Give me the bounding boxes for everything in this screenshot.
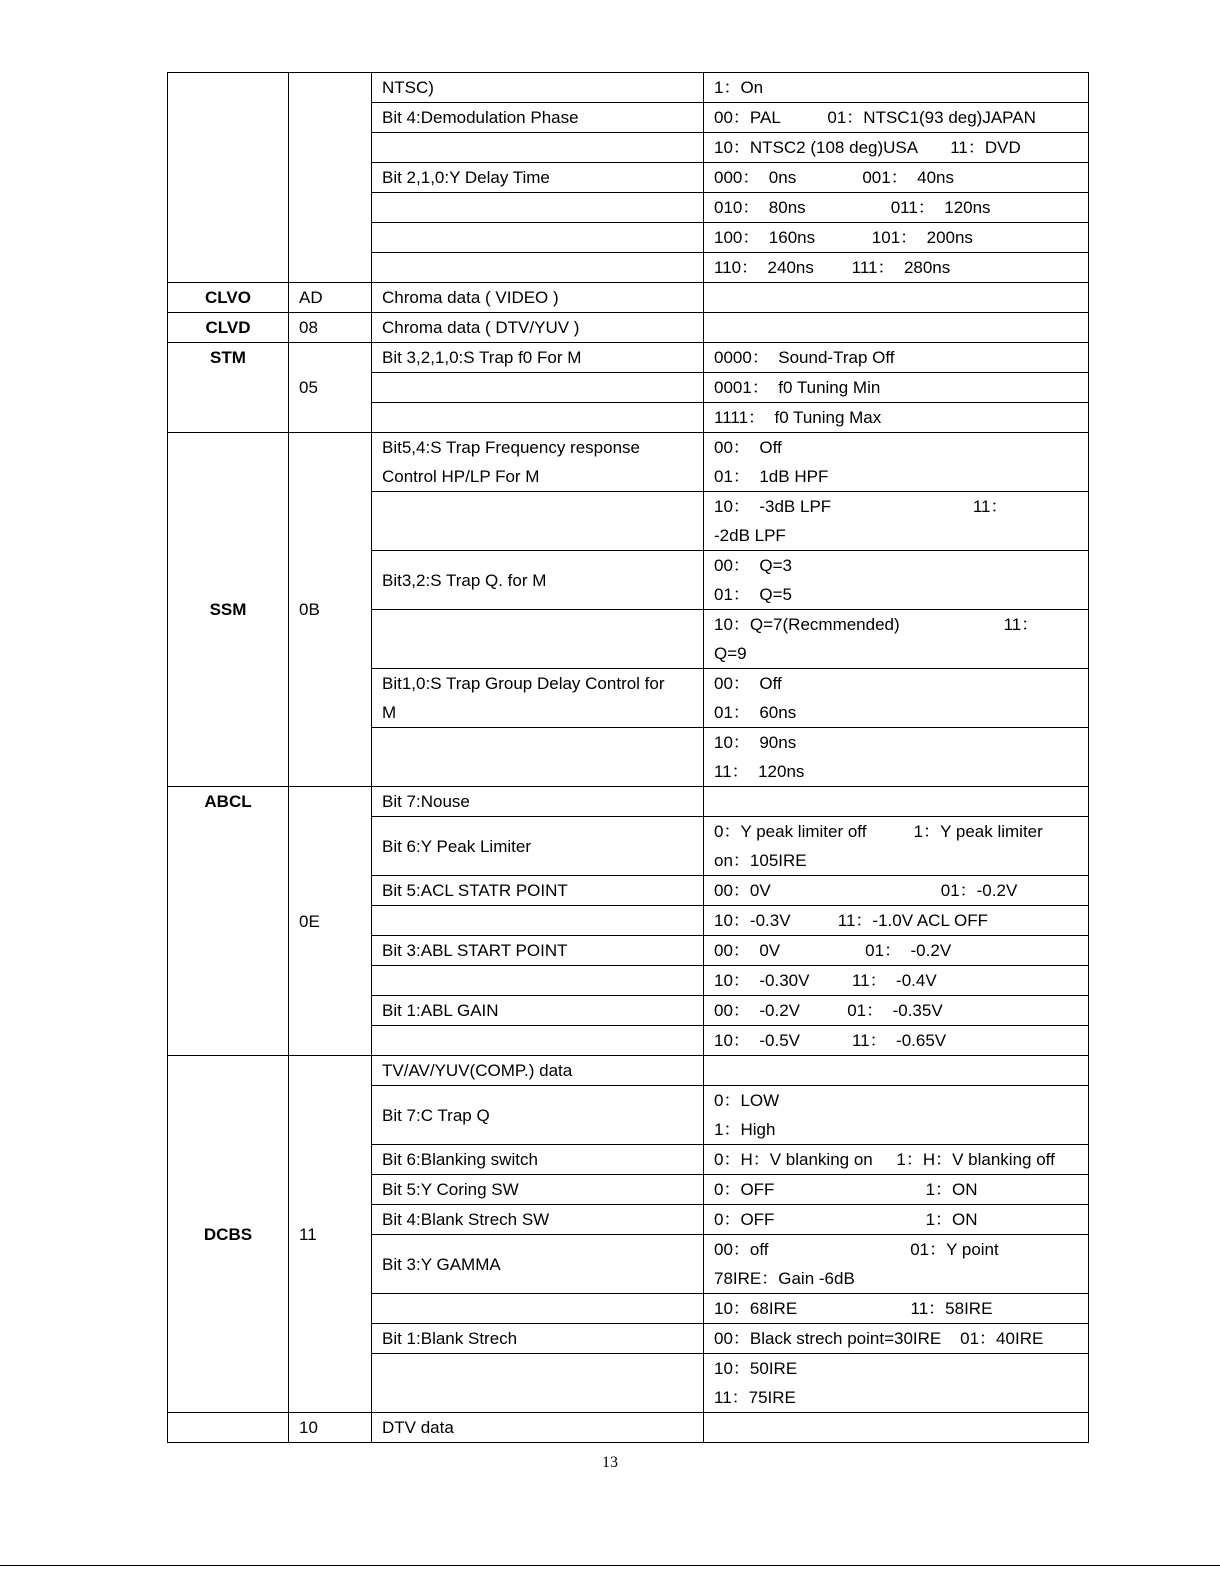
bit-description-cell: Bit 7:C Trap Q bbox=[372, 1086, 704, 1145]
bit-value-cell bbox=[704, 610, 1089, 669]
register-address-cell: 10 bbox=[289, 1413, 372, 1443]
cell-line-text: on：105IRE bbox=[714, 851, 807, 870]
cell-line-text: 00：PAL 01：NTSC1(93 deg)JAPAN bbox=[714, 108, 1036, 127]
bit-description-cell bbox=[372, 403, 704, 433]
table-row bbox=[168, 343, 1089, 373]
cell-line-text: 11： 120ns bbox=[714, 762, 805, 781]
bit-value-cell bbox=[704, 492, 1089, 551]
bit-value-cell bbox=[704, 1175, 1089, 1205]
cell-line bbox=[714, 669, 1078, 698]
register-name-cell: ABCL bbox=[168, 787, 289, 1056]
cell-line-text: 00：Black strech point=30IRE 01：40IRE bbox=[714, 1329, 1044, 1348]
bit-value-cell bbox=[704, 669, 1089, 728]
register-address-cell: 11 bbox=[289, 1056, 372, 1413]
bit-description-cell: NTSC) bbox=[372, 73, 704, 103]
cell-line-text: 10：-0.3V 11：-1.0V ACL OFF bbox=[714, 911, 988, 930]
cell-line-text: 0：OFF 1：ON bbox=[714, 1180, 978, 1199]
cell-line-text: 00：0V 01：-0.2V bbox=[714, 881, 1018, 900]
cell-line bbox=[714, 698, 1078, 727]
bit-description-cell bbox=[372, 433, 704, 492]
cell-line-text: 10：NTSC2 (108 deg)USA 11：DVD bbox=[714, 138, 1021, 157]
cell-line bbox=[714, 966, 1078, 995]
cell-line-text: 00： 0V 01： -0.2V bbox=[714, 941, 952, 960]
cell-line-text: 110： 240ns 111： 280ns bbox=[714, 258, 951, 277]
cell-line-text: 10： -3dB LPF 11： bbox=[714, 497, 1008, 516]
cell-line-text: 010： 80ns 011： 120ns bbox=[714, 198, 991, 217]
cell-line bbox=[714, 1086, 1078, 1115]
cell-line bbox=[714, 1145, 1078, 1174]
bit-description-cell: Bit 5:ACL STATR POINT bbox=[372, 876, 704, 906]
bit-value-cell bbox=[704, 133, 1089, 163]
bit-description-cell: Bit 6:Blanking switch bbox=[372, 1145, 704, 1175]
bit-value-cell bbox=[704, 1235, 1089, 1294]
bit-value-cell bbox=[704, 551, 1089, 610]
bit-value-cell bbox=[704, 73, 1089, 103]
bit-value-cell bbox=[704, 1205, 1089, 1235]
cell-line bbox=[382, 698, 693, 727]
register-table bbox=[167, 72, 1089, 1443]
cell-line-text: 000： 0ns 001： 40ns bbox=[714, 168, 955, 187]
table-row bbox=[168, 283, 1089, 313]
cell-line bbox=[714, 876, 1078, 905]
bit-value-cell bbox=[704, 906, 1089, 936]
bit-value-cell bbox=[704, 996, 1089, 1026]
bit-value-cell bbox=[704, 223, 1089, 253]
cell-line-text: 0：Y peak limiter off 1：Y peak limiter bbox=[714, 822, 1043, 841]
cell-line bbox=[714, 757, 1078, 786]
bit-description-cell: Bit 5:Y Coring SW bbox=[372, 1175, 704, 1205]
cell-line-text: Control HP/LP For M bbox=[382, 467, 540, 486]
cell-line-text: 0：H：V blanking on 1：H：V blanking off bbox=[714, 1150, 1055, 1169]
cell-line-text: 11：75IRE bbox=[714, 1388, 796, 1407]
register-name-cell: CLVD bbox=[168, 313, 289, 343]
cell-line bbox=[714, 433, 1078, 462]
cell-line bbox=[714, 936, 1078, 965]
table-row bbox=[168, 433, 1089, 492]
register-name-cell: STM bbox=[168, 343, 289, 433]
cell-line bbox=[714, 1383, 1078, 1412]
cell-line-text: 10： -0.5V 11： -0.65V bbox=[714, 1031, 947, 1050]
register-address-cell: AD bbox=[289, 283, 372, 313]
bit-description-cell: Bit 1:Blank Strech bbox=[372, 1324, 704, 1354]
bit-value-cell bbox=[704, 787, 1089, 817]
cell-line-text: 0000： Sound-Trap Off bbox=[714, 348, 895, 367]
bit-value-cell bbox=[704, 1324, 1089, 1354]
bit-description-cell: Bit 3,2,1,0:S Trap f0 For M bbox=[372, 343, 704, 373]
bit-description-cell: Bit 4:Blank Strech SW bbox=[372, 1205, 704, 1235]
bit-value-cell bbox=[704, 936, 1089, 966]
page-number: 13 bbox=[602, 1454, 618, 1471]
cell-line-text: 00：off 01：Y point bbox=[714, 1240, 999, 1259]
cell-line bbox=[382, 433, 693, 462]
cell-line bbox=[714, 551, 1078, 580]
register-table-body bbox=[168, 73, 1089, 1443]
table-row bbox=[168, 787, 1089, 817]
cell-line bbox=[714, 253, 1078, 282]
cell-line bbox=[714, 580, 1078, 609]
cell-line-text: 0：OFF 1：ON bbox=[714, 1210, 978, 1229]
bit-value-cell bbox=[704, 876, 1089, 906]
bit-description-cell: DTV data bbox=[372, 1413, 704, 1443]
cell-line bbox=[714, 223, 1078, 252]
bit-description-cell bbox=[372, 669, 704, 728]
cell-line-text: 0001： f0 Tuning Min bbox=[714, 378, 881, 397]
table-row bbox=[168, 1056, 1089, 1086]
cell-line bbox=[714, 1026, 1078, 1055]
table-row bbox=[168, 1413, 1089, 1443]
bit-description-cell bbox=[372, 492, 704, 551]
bit-value-cell bbox=[704, 433, 1089, 492]
bit-value-cell bbox=[704, 193, 1089, 223]
cell-line-text: 1：High bbox=[714, 1120, 776, 1139]
cell-line-text: 1111： f0 Tuning Max bbox=[714, 408, 882, 427]
cell-line bbox=[714, 639, 1078, 668]
cell-line bbox=[714, 1324, 1078, 1353]
bit-value-cell bbox=[704, 163, 1089, 193]
cell-line bbox=[714, 1294, 1078, 1323]
cell-line bbox=[714, 817, 1078, 846]
cell-line bbox=[382, 462, 693, 491]
cell-line-text: 10：Q=7(Recmmended) 11： bbox=[714, 615, 1039, 634]
cell-line-text: Bit5,4:S Trap Frequency response bbox=[382, 438, 640, 457]
register-address-cell: 0B bbox=[289, 433, 372, 787]
bit-description-cell bbox=[372, 223, 704, 253]
bit-value-cell bbox=[704, 1413, 1089, 1443]
cell-line-text: 78IRE：Gain -6dB bbox=[714, 1269, 855, 1288]
table-row bbox=[168, 73, 1089, 103]
bit-description-cell bbox=[372, 1354, 704, 1413]
cell-line bbox=[714, 1354, 1078, 1383]
cell-line bbox=[714, 521, 1078, 550]
cell-line bbox=[714, 373, 1078, 402]
register-address-cell: 08 bbox=[289, 313, 372, 343]
bit-description-cell: Chroma data ( VIDEO ) bbox=[372, 283, 704, 313]
register-address-cell bbox=[289, 73, 372, 283]
cell-line bbox=[714, 846, 1078, 875]
cell-line bbox=[714, 1175, 1078, 1204]
bit-description-cell: Bit 6:Y Peak Limiter bbox=[372, 817, 704, 876]
cell-line-text: 00： Off bbox=[714, 674, 782, 693]
bit-description-cell: Bit 3:ABL START POINT bbox=[372, 936, 704, 966]
cell-line-text: 01： 1dB HPF bbox=[714, 467, 829, 486]
cell-line bbox=[714, 610, 1078, 639]
cell-line-text: 1：On bbox=[714, 78, 764, 97]
bit-description-cell bbox=[372, 1294, 704, 1324]
cell-line-text: -2dB LPF bbox=[714, 526, 786, 545]
bit-description-cell bbox=[372, 1026, 704, 1056]
bit-value-cell bbox=[704, 1086, 1089, 1145]
cell-line-text: Bit1,0:S Trap Group Delay Control for bbox=[382, 674, 665, 693]
bit-description-cell: Chroma data ( DTV/YUV ) bbox=[372, 313, 704, 343]
cell-line bbox=[714, 343, 1078, 372]
bit-value-cell bbox=[704, 373, 1089, 403]
register-name-cell: SSM bbox=[168, 433, 289, 787]
bit-value-cell bbox=[704, 1026, 1089, 1056]
cell-line-text: 01： 60ns bbox=[714, 703, 797, 722]
bit-description-cell bbox=[372, 728, 704, 787]
page-bottom-rule bbox=[0, 1565, 1220, 1566]
bit-value-cell bbox=[704, 817, 1089, 876]
cell-line bbox=[714, 906, 1078, 935]
cell-line bbox=[714, 1115, 1078, 1144]
bit-description-cell bbox=[372, 906, 704, 936]
cell-line-text: 00： -0.2V 01： -0.35V bbox=[714, 1001, 943, 1020]
cell-line bbox=[714, 403, 1078, 432]
register-address-cell: 05 bbox=[289, 343, 372, 433]
cell-line-text: 0：LOW bbox=[714, 1091, 780, 1110]
bit-description-cell: Bit 7:Nouse bbox=[372, 787, 704, 817]
bit-description-cell bbox=[372, 610, 704, 669]
cell-line-text: 00： Q=3 bbox=[714, 556, 792, 575]
bit-value-cell bbox=[704, 103, 1089, 133]
cell-line bbox=[714, 193, 1078, 222]
cell-line bbox=[714, 1235, 1078, 1264]
cell-line-text: 10： -0.30V 11： -0.4V bbox=[714, 971, 937, 990]
register-name-cell: DCBS bbox=[168, 1056, 289, 1413]
bit-description-cell: Bit 1:ABL GAIN bbox=[372, 996, 704, 1026]
register-address-cell: 0E bbox=[289, 787, 372, 1056]
bit-value-cell bbox=[704, 1294, 1089, 1324]
cell-line bbox=[714, 133, 1078, 162]
cell-line bbox=[714, 103, 1078, 132]
bit-value-cell bbox=[704, 966, 1089, 996]
cell-line bbox=[714, 1205, 1078, 1234]
cell-line-text: 10：50IRE bbox=[714, 1359, 798, 1378]
cell-line-text: 10：68IRE 11：58IRE bbox=[714, 1299, 993, 1318]
bit-description-cell bbox=[372, 966, 704, 996]
cell-line-text: 10： 90ns bbox=[714, 733, 797, 752]
cell-line bbox=[714, 73, 1078, 102]
bit-description-cell: TV/AV/YUV(COMP.) data bbox=[372, 1056, 704, 1086]
bit-description-cell bbox=[372, 133, 704, 163]
cell-line-text: M bbox=[382, 703, 397, 722]
table-row bbox=[168, 313, 1089, 343]
bit-value-cell bbox=[704, 1056, 1089, 1086]
bit-value-cell bbox=[704, 1145, 1089, 1175]
bit-value-cell bbox=[704, 343, 1089, 373]
bit-description-cell: Bit 3:Y GAMMA bbox=[372, 1235, 704, 1294]
bit-value-cell bbox=[704, 313, 1089, 343]
bit-value-cell bbox=[704, 1354, 1089, 1413]
cell-line-text: Q=9 bbox=[714, 644, 747, 663]
bit-description-cell: Bit 4:Demodulation Phase bbox=[372, 103, 704, 133]
cell-line bbox=[714, 996, 1078, 1025]
cell-line bbox=[382, 669, 693, 698]
register-name-cell bbox=[168, 73, 289, 283]
bit-description-cell bbox=[372, 253, 704, 283]
cell-line-text: 01： Q=5 bbox=[714, 585, 792, 604]
bit-value-cell bbox=[704, 253, 1089, 283]
bit-value-cell bbox=[704, 403, 1089, 433]
bit-description-cell: Bit 2,1,0:Y Delay Time bbox=[372, 163, 704, 193]
bit-value-cell bbox=[704, 728, 1089, 787]
bit-description-cell bbox=[372, 193, 704, 223]
cell-line bbox=[714, 163, 1078, 192]
cell-line-text: 100： 160ns 101： 200ns bbox=[714, 228, 973, 247]
cell-line bbox=[714, 462, 1078, 491]
cell-line bbox=[714, 1264, 1078, 1293]
register-name-cell bbox=[168, 1413, 289, 1443]
cell-line bbox=[714, 492, 1078, 521]
bit-value-cell bbox=[704, 283, 1089, 313]
cell-line-text: 00： Off bbox=[714, 438, 782, 457]
cell-line bbox=[714, 728, 1078, 757]
bit-description-cell: Bit3,2:S Trap Q. for M bbox=[372, 551, 704, 610]
register-name-cell: CLVO bbox=[168, 283, 289, 313]
bit-description-cell bbox=[372, 373, 704, 403]
